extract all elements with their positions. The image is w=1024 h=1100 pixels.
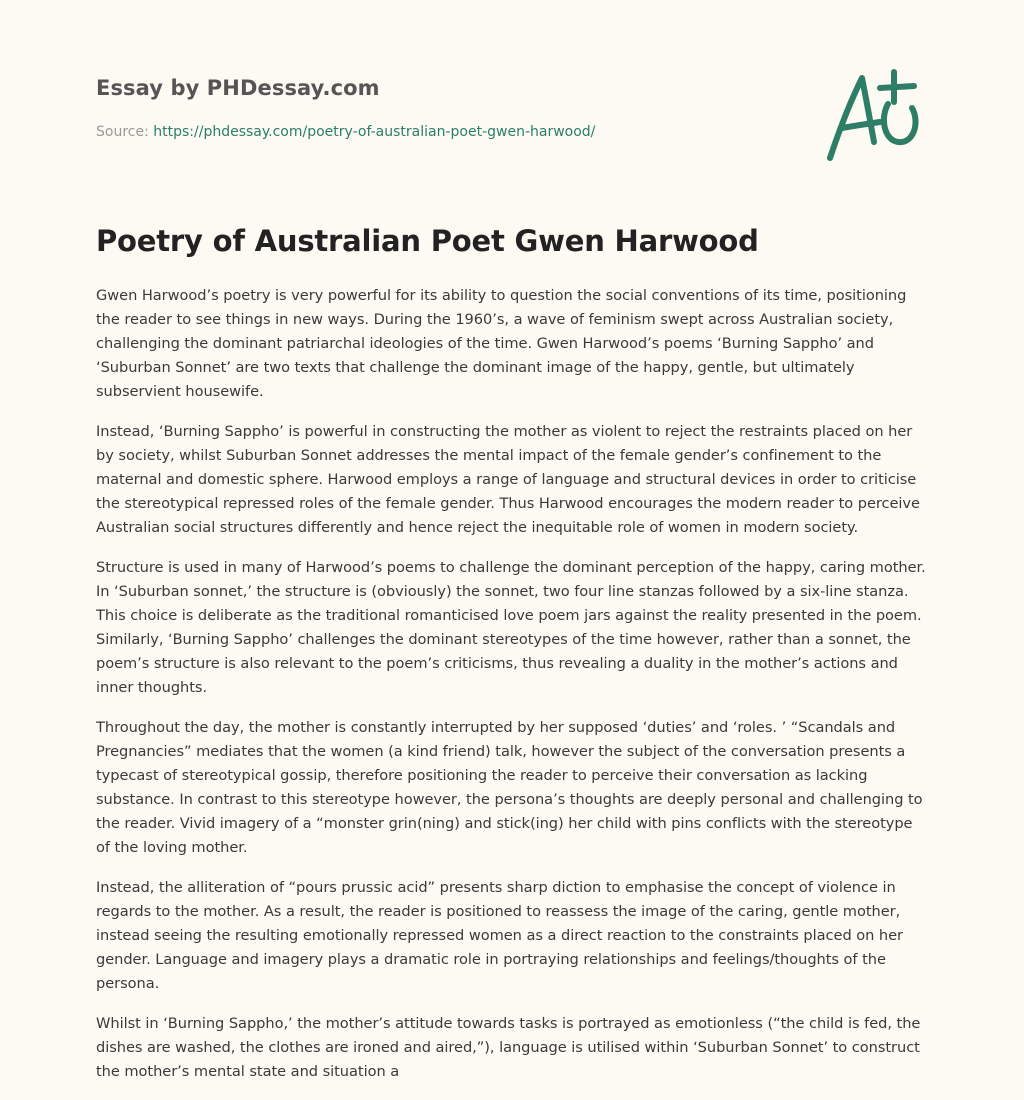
a-plus-grade-icon: [822, 68, 924, 164]
paragraph: Structure is used in many of Harwood’s poems to challenge the dominant perception of the happy, caring mother. In ‘Suburban sonnet,’ the structure is (obviously) the sonnet, two four line stanzas followed by a six-line stanza. This choice is deliberate as the traditional romanticised love poem jars against the reality presented in the poem. Similarly, ‘Burning Sappho’ challenges the dominant stereotypes of the time however, rather than a sonnet, the poem’s structure is also relevant to the poem’s criticisms, thus revealing a duality in the mother’s actions and inner thoughts.: [96, 559, 926, 696]
paragraph: Gwen Harwood’s poetry is very powerful for its ability to question the social conventions of its time, positioning the reader to see things in new ways. During the 1960’s, a wave of feminism swept across Australian society, challenging the dominant patriarchal ideologies of the time. Gwen Harwood’s poems ‘Burning Sappho’ and ‘Suburban Sonnet’ are two texts that challenge the dominant image of the happy, gentle, but ultimately subservient housewife.: [96, 287, 907, 400]
paragraph: Throughout the day, the mother is constantly interrupted by her supposed ‘duties’ and ‘roles. ’ “Scandals and Pregnancies” mediates that the women (a kind friend) talk, however the subject of the conversation presents a typecast of stereotypical gossip, therefore positioning the reader to perceive their conversation as lacking substance. In contrast to this stereotype however, the persona’s thoughts are deeply personal and challenging to the reader. Vivid imagery of a “monster grin(ning) and stick(ing) her child with pins conflicts with the stereotype of the loving mother.: [96, 719, 923, 856]
article-title: Poetry of Australian Poet Gwen Harwood: [96, 224, 759, 258]
source-line: [96, 124, 595, 140]
article-body: [96, 284, 930, 1100]
source-link[interactable]: https://phdessay.com/poetry-of-australian-poet-gwen-harwood/: [153, 124, 596, 140]
paragraph: Instead, the alliteration of “pours prussic acid” presents sharp diction to emphasise the concept of violence in regards to the mother. As a result, the reader is positioned to reassess the image of the caring, gentle mother, instead seeing the resulting emotionally repressed women as a direct reaction to the constraints placed on her gender. Language and imagery plays a dramatic role in portraying relationships and feelings/thoughts of the persona.: [96, 879, 903, 992]
page-header: [96, 0, 928, 190]
paragraph: Instead, ‘Burning Sappho’ is powerful in constructing the mother as violent to reject the restraints placed on her by society, whilst Suburban Sonnet addresses the mental impact of the female gender’s confinement to the maternal and domestic sphere. Harwood employs a range of language and structural devices in order to criticise the stereotypical repressed roles of the female gender. Thus Harwood encourages the modern reader to perceive Australian social structures differently and hence reject the inequitable role of women in modern society.: [96, 423, 920, 536]
source-label: Source:: [96, 124, 149, 140]
paragraph: Whilst in ‘Burning Sappho,’ the mother’s attitude towards tasks is portrayed as emotionless (“the child is fed, the dishes are washed, the clothes are ironed and aired,”), language is utilised within ‘Suburban Sonnet’ to construct the mother’s mental state and situation a: [96, 1015, 921, 1080]
site-title: Essay by PHDessay.com: [96, 76, 380, 100]
